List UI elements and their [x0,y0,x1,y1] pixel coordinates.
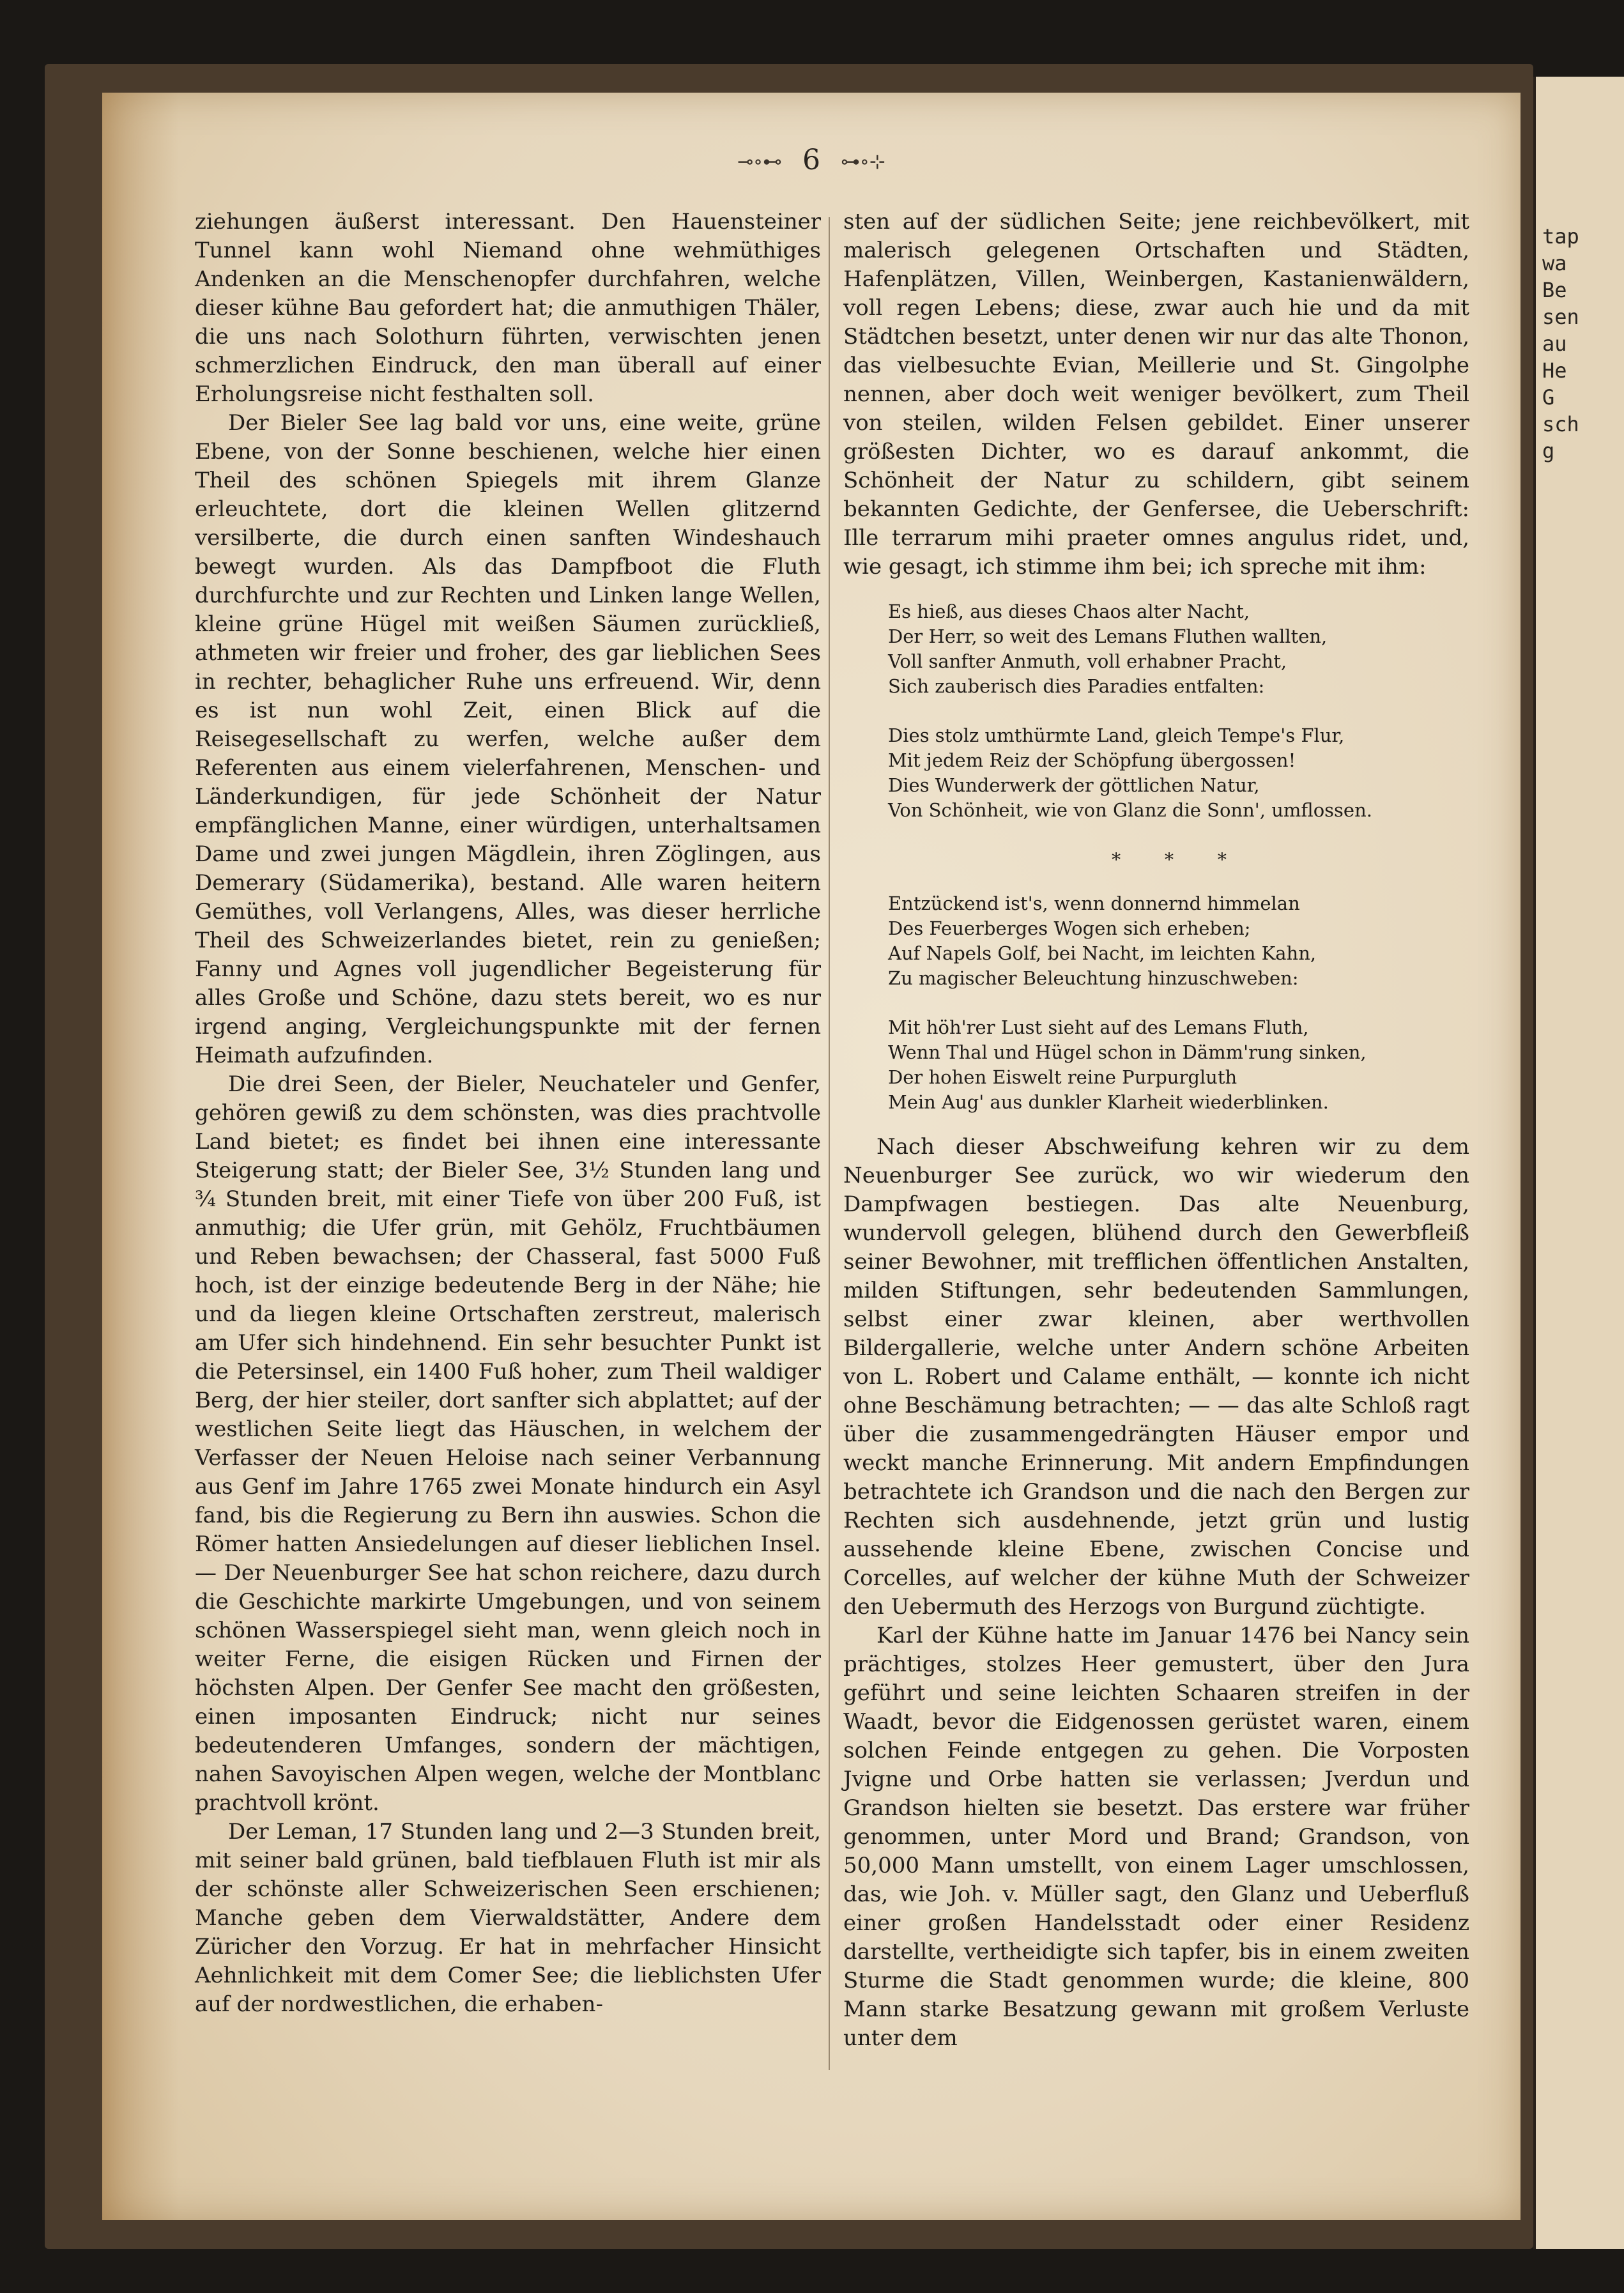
facing-page-text-fragment: sch [1542,412,1579,436]
poem-stanza [888,599,1469,699]
poem-line: Sich zauberisch dies Paradies entfalten: [888,675,1265,697]
poem-line: Mein Aug' aus dunkler Klarheit wiederblinken. [888,1091,1329,1113]
poem-line: Mit jedem Reiz der Schöpfung übergossen! [888,749,1296,771]
facing-page-text-fragment: tap [1542,224,1579,249]
facing-page-text-fragment: sen [1542,305,1579,329]
poem-line: Der hohen Eiswelt reine Purpurgluth [888,1066,1237,1088]
asterism: * * * [1112,849,1246,870]
poem-line: Voll sanfter Anmuth, voll erhabner Pracht, [888,650,1287,672]
left-column [195,208,821,2019]
poem-stanza [888,723,1469,823]
poem-line: Der Herr, so weit des Lemans Fluthen wallten, [888,625,1328,647]
facing-page-text-fragment: wa [1542,251,1567,275]
facing-page-text-fragment: G [1542,385,1555,410]
poem-line: Es hieß, aus dieses Chaos alter Nacht, [888,601,1250,622]
poem-line: Von Schönheit, wie von Glanz die Sonn', umflossen. [888,799,1372,821]
paragraph: Der Bieler See lag bald vor uns, eine weite, grüne Ebene, von der Sonne beschienen, welche hier einen Theil des schönen Spiegels mit ihrem Glanze erleuchtete, dort die kleinen Wellen glitzernd versilberte, die durch einen sanften Windeshauch bewegt wurden. Als das Dampfboot die Fluth durchfurchte und zur Rechten und Linken lange Wellen, kleine grüne Hügel mit weißen Säumen zurückließ, athmeten wir freier und froher, des gar lieblichen Sees in rechter, behaglicher Ruhe uns erfreuend. Wir, denn es ist nun wohl Zeit, einen Blick auf die Reisegesellschaft zu werfen, welche außer dem Referenten aus einem vielerfahrenen, Menschen- und Länderkundigen, für jede Schönheit der Natur empfänglichen Manne, einer würdigen, unterhaltsamen Dame und zwei jungen Mägdlein, ihren Zöglingen, aus Demerary (Südamerika), bestand. Alle waren heitern Gemüthes, voll Verlangens, Alles, was dieser herrliche Theil des Schweizerlandes bietet, rein zu genießen; Fanny und Agnes voll jugendlicher Begeisterung für alles Große und Schöne, dazu stets bereit, wo es nur irgend anging, Vergleichungspunkte mit der fernen Heimath aufzufinden. [195,410,821,1068]
right-column [843,208,1469,2053]
facing-page-edge [1533,77,1624,2249]
book-page [102,93,1521,2220]
paragraph: ziehungen äußerst interessant. Den Hauensteiner Tunnel kann wohl Niemand ohne wehmüthiges Andenken an die Menschenopfer durchfahren, welche dieser kühne Bau gefordert hat; die anmuthigen Thäler, die uns nach Solothurn führten, verwischten jenen schmerzlichen Eindruck, den man überall auf einer Erholungsreise nicht festhalten soll. [195,209,821,407]
page-number: 6 [802,144,820,176]
poem-line: Wenn Thal und Hügel schon in Dämm'rung sinken, [888,1041,1367,1063]
poem-line: Mit höh'rer Lust sieht auf des Lemans Fluth, [888,1016,1309,1038]
poem-line: Dies Wunderwerk der göttlichen Natur, [888,774,1260,796]
page-header [102,144,1521,176]
poem-stanza [888,891,1469,991]
poem-stanza [888,1015,1469,1115]
paragraph: Karl der Kühne hatte im Januar 1476 bei Nancy sein prächtiges, stolzes Heer gemustert, über den Jura geführt und seine leichten Schaaren streifen in der Waadt, bevor die Eidgenossen gerüstet waren, einem solchen Feinde entgegen zu gehen. Die Vorposten Jvigne und Orbe hatten sie verlassen; Jverdun und Grandson hielten sie besetzt. Das erstere war früher genommen, unter Mord und Brand; Grandson, von 50,000 Mann umstellt, von einem Lager umschlossen, das, wie Joh. v. Müller sagt, den Glanz und Ueberfluß einer großen Handelsstadt oder einer Residenz darstellte, vertheidigte sich tapfer, bis in einem zweiten Sturme die Stadt genommen wurde; die kleine, 800 Mann starke Besatzung gewann mit großem Verluste unter dem [843,1623,1469,2051]
paragraph: Der Leman, 17 Stunden lang und 2—3 Stunden breit, mit seiner bald grünen, bald tiefblauen Fluth ist mir als der schönste aller Schweizerischen Seen erschienen; Manche geben dem Vierwaldstätter, Andere dem Züricher den Vorzug. Er hat in mehrfacher Hinsicht Aehnlichkeit mit dem Comer See; die lieblichsten Ufer auf der nordwestlichen, die erhaben- [195,1819,821,2017]
facing-page-text-fragment: g [1542,439,1555,463]
facing-page-text-fragment: au [1542,332,1567,356]
poem-line: Entzückend ist's, wenn donnernd himmelan [888,893,1300,914]
header-ornament-left: ⊸∘⊷ [737,151,782,173]
facing-page-text-fragment: He [1542,358,1567,383]
paragraph: Die drei Seen, der Bieler, Neuchateler und Genfer, gehören gewiß zu dem schönsten, was dies prachtvolle Land bietet; es findet bei ihnen eine interessante Steigerung statt; der Bieler See, 3½ Stunden lang und ¾ Stunden breit, mit einer Tiefe von über 200 Fuß, ist anmuthig; die Ufer grün, mit Gehölz, Fruchtbäumen und Reben bewachsen; der Chasseral, fast 5000 Fuß hoch, ist der einzige bedeutende Berg in der Nähe; hie und da liegen kleine Ortschaften zerstreut, malerisch am Ufer sich hindehnend. Ein sehr besuchter Punkt ist die Petersinsel, ein 1400 Fuß hoher, zum Theil waldiger Berg, der hier steiler, dort sanfter sich abplattet; auf der westlichen Seite liegt das Häuschen, in welchem der Verfasser der Neuen Heloise nach seiner Verbannung aus Genf im Jahre 1765 zwei Monate hindurch ein Asyl fand, bis die Regierung zu Bern ihn auswies. Schon die Römer hatten Ansiedelungen auf dieser lieblichen Insel. — Der Neuenburger See hat schon reichere, dazu durch die Geschichte markirte Umgebungen, und von seinem schönen Wasserspiegel sieht man, wenn gleich noch in weiter Ferne, die eisigen Rücken und Firnen der höchsten Alpen. Der Genfer See macht den größesten, einen imposanten Eindruck; nicht nur seines bedeutenderen Umfanges, sondern der mächtigen, nahen Savoyischen Alpen wegen, welche der Montblanc prachtvoll krönt. [195,1071,821,1816]
poem-line: Des Feuerberges Wogen sich erheben; [888,917,1251,939]
facing-page-text-fragment: Be [1542,278,1567,302]
poem-line: Zu magischer Beleuchtung hinzuschweben: [888,967,1299,989]
poem-line: Auf Napels Golf, bei Nacht, im leichten Kahn, [888,942,1317,964]
poem-line: Dies stolz umthürmte Land, gleich Tempe's Flur, [888,725,1345,746]
paragraph: Nach dieser Abschweifung kehren wir zu dem Neuenburger See zurück, wo wir wiederum den Dampfwagen bestiegen. Das alte Neuenburg, wundervoll gelegen, blühend durch den Gewerbfleiß seiner Bewohner, mit trefflichen öffentlichen Anstalten, milden Stiftungen, sehr bedeutenden Sammlungen, selbst einer zwar kleinen, aber werthvollen Bildergallerie, welche unter Andern schöne Arbeiten von L. Robert und Calame enthält, — konnte ich nicht ohne Beschämung betrachten; — — das alte Schloß ragt über die zusammengedrängten Häuser empor und weckt manche Erinnerung. Mit andern Empfindungen betrachtete ich Grandson und die nach den Bergen zur Rechten sich ausdehnende, jetzt grün und lustig aussehende kleine Ebene, zwischen Concise und Corcelles, auf welcher der kühne Muth der Schweizer den Uebermuth des Herzogs von Burgund züchtigte. [843,1134,1469,1620]
column-divider [829,217,830,2070]
poem [888,599,1469,1115]
page-stain [102,93,179,2220]
paragraph: sten auf der südlichen Seite; jene reichbevölkert, mit malerisch gelegenen Ortschaften und Städten, Hafenplätzen, Villen, Weinbergen, Kastanienwäldern, voll regen Lebens; diese, zwar auch hie und da mit Städtchen besetzt, unter denen wir nur das alte Thonon, das vielbesuchte Evian, Meillerie und St. Gingolphe nennen, aber doch weit weniger bevölkert, zum Theil von steilen, wilden Felsen gebildet. Einer unserer größesten Dichter, wo es darauf ankommt, die Schönheit der Natur zu schildern, gibt seinem bekannten Gedichte, der Genfersee, die Ueberschrift: Ille terrarum mihi praeter omnes angulus ridet, und, wie gesagt, ich stimme ihm bei; ich spreche mit ihm: [843,209,1469,579]
header-ornament-right: ⊶∘⊹ [841,151,885,173]
